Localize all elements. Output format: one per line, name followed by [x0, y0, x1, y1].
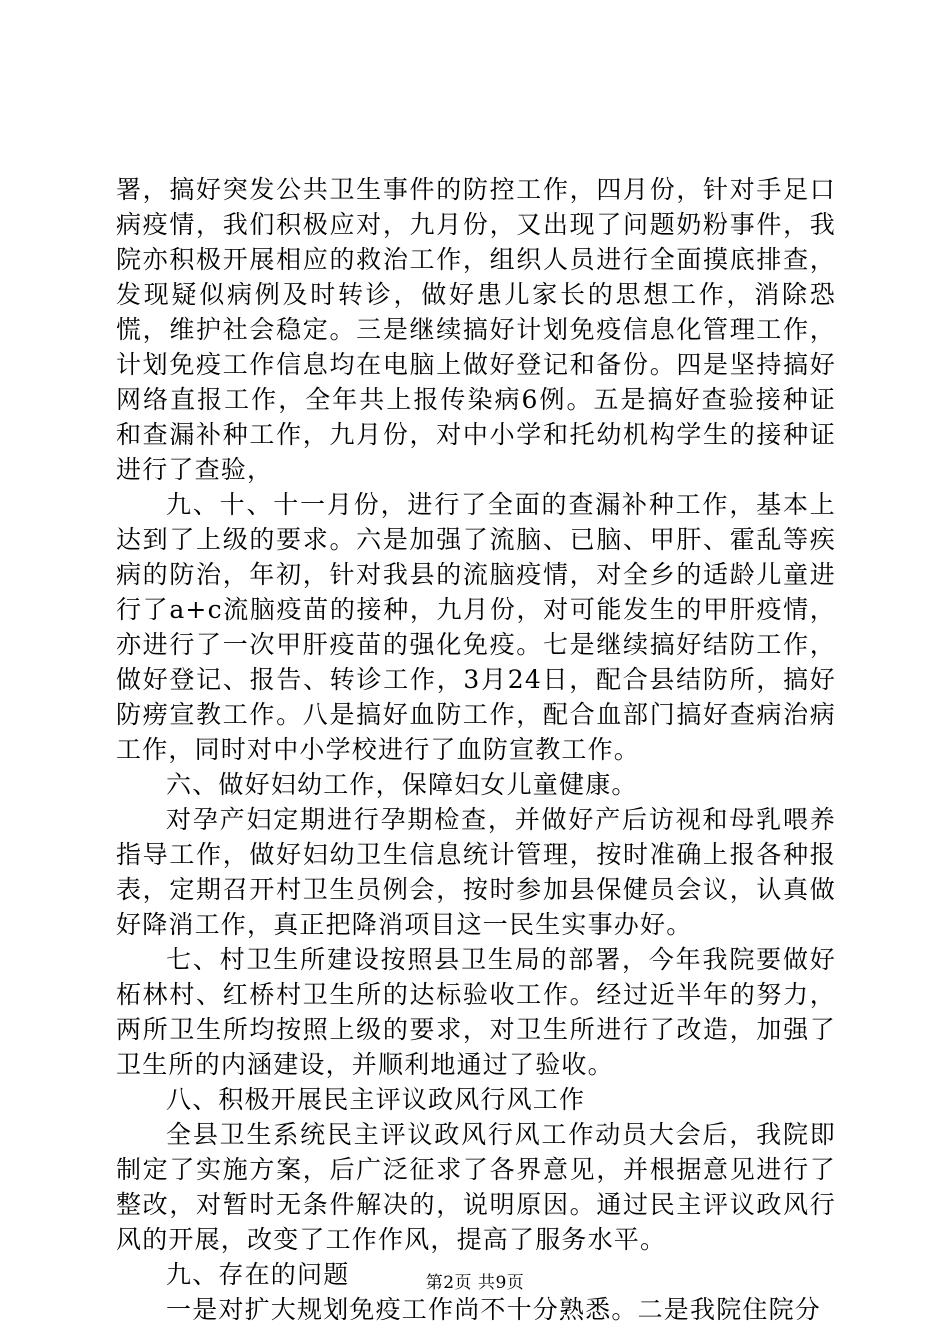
paragraph-9: 一是对扩大规划免疫工作尚不十分熟悉。二是我院住院分: [166, 1295, 822, 1324]
paragraph-7: 全县卫生系统民主评议政风行风工作动员大会后，我院即制定了实施方案，后广泛征求了各界意见，并根据意见进行了整改，对暂时无条件解决的，说明原因。通过民主评议政风行风的开展，改变了工作作风，提高了服务水平。: [116, 1120, 836, 1254]
section-heading-7: 七、村卫生所建设按照县卫生局的部署，今年我院要做好柘林村、红桥村卫生所的达标验收工作。经过近半年的努力，两所卫生所均按照上级的要求，对卫生所进行了改造，加强了卫生所的内涵建设，并顺利地通过了验收。: [116, 945, 836, 1079]
section-heading-9: 九、存在的问题: [166, 1260, 350, 1289]
section-heading-8: 八、积极开展民主评议政风行风工作: [166, 1085, 586, 1114]
page-footer: 第2页 共9页: [425, 1273, 525, 1293]
paragraph-4: 对孕产妇定期进行孕期检查，并做好产后访视和母乳喂养指导工作，做好妇幼卫生信息统计管理，按时准确上报各种报表，定期召开村卫生员例会，按时参加县保健员会议，认真做好降消工作，真正把降消项目这一民生实事办好。: [116, 805, 836, 939]
section-heading-6: 六、做好妇幼工作，保障妇女儿童健康。: [166, 770, 638, 799]
document-body: [116, 172, 836, 1327]
paragraph-2: 九、十、十一月份，进行了全面的查漏补种工作，基本上达到了上级的要求。六是加强了流脑、已脑、甲肝、霍乱等疾病的防治，年初，针对我县的流脑疫情，对全乡的适龄儿童进行了a+c流脑疫苗的接种，九月份，对可能发生的甲肝疫情，亦进行了一次甲肝疫苗的强化免疫。七是继续搞好结防工作，做好登记、报告、转诊工作，3月24日，配合县结防所，搞好防痨宣教工作。八是搞好血防工作，配合血部门搞好查病治病工作，同时对中小学校进行了血防宣教工作。: [116, 490, 836, 764]
paragraph-1: 署，搞好突发公共卫生事件的防控工作，四月份，针对手足口病疫情，我们积极应对，九月份，又出现了问题奶粉事件，我院亦积极开展相应的救治工作，组织人员进行全面摸底排查，发现疑似病例及时转诊，做好患儿家长的思想工作，消除恐慌，维护社会稳定。三是继续搞好计划免疫信息化管理工作，计划免疫工作信息均在电脑上做好登记和备份。四是坚持搞好网络直报工作，全年共上报传染病6例。五是搞好查验接种证和查漏补种工作，九月份，对中小学和托幼机构学生的接种证进行了查验，: [116, 175, 836, 484]
